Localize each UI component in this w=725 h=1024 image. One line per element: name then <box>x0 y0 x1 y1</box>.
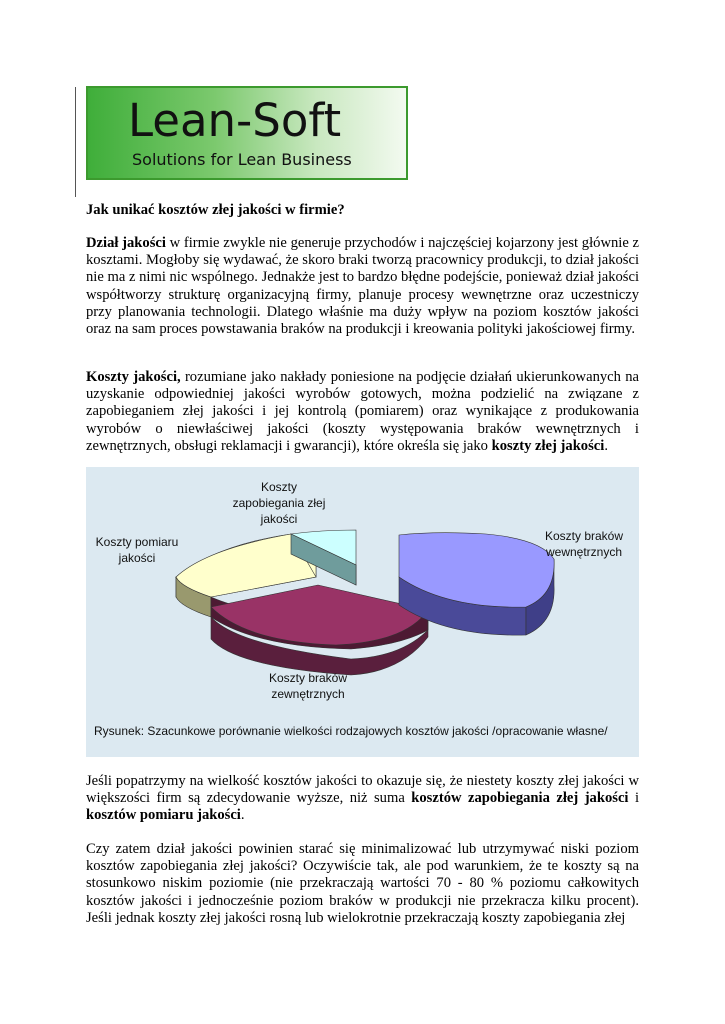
paragraph-quality-costs <box>86 369 639 455</box>
figure-caption: Rysunek: Szacunkowe porównanie wielkości rodzajowych kosztów jakości /opracowanie własne/ <box>94 724 608 738</box>
paragraph-text: Jeśli popatrzymy na wielkość kosztów jakości to okazuje się, że niestety koszty złej jakości w większości firm są zdecydowanie wyższe, niż suma <box>86 773 639 807</box>
paragraph-tail: . <box>240 807 245 824</box>
paragraph-tail: . <box>604 437 608 454</box>
logo-title: Lean-Soft <box>128 94 342 147</box>
label-measurement-2: jakości <box>118 551 156 565</box>
label-internal-2: wewnętrznych <box>545 545 623 559</box>
pie-chart-figure <box>86 467 639 757</box>
paragraph-lead: Koszty jakości, <box>86 369 181 385</box>
logo-subtitle: Solutions for Lean Business <box>132 150 352 169</box>
pie-chart <box>86 467 639 757</box>
paragraph-text: w firmie zwykle nie generuje przychodów i najczęściej kojarzony jest głównie z kosztami. Mogłoby się wydawać, że skoro braki tworzą pracownicy produkcji, to dział jakości nie ma z nimi nic wspólnego. Jednakże jest to bardzo błędne podejście, ponieważ dział jakości współtworzy strukturę organizacyjną firmy, planuje procesy wewnętrzne oraz uczestniczy przy planowania technologii. Dlatego właśnie ma duży wpływ na poziom kosztów jakości oraz na sam proces powstawania braków na produkcji i kreowania polityki jakościowej firmy. <box>86 235 639 338</box>
margin-line <box>75 87 76 197</box>
label-internal-1: Koszty braków <box>544 529 624 543</box>
label-prevention-1: Koszty <box>260 480 298 494</box>
lean-soft-logo <box>86 86 408 180</box>
paragraph-lead: Dział jakości <box>86 235 166 251</box>
paragraph-comparison <box>86 773 639 825</box>
paragraph-bold-term-2: kosztów pomiaru jakości <box>86 807 241 824</box>
paragraph-text-mid: i <box>628 790 640 807</box>
article-heading: Jak unikać kosztów złej jakości w firmie? <box>86 202 345 218</box>
label-external-1: Koszty braków <box>268 671 348 685</box>
paragraph-text: rozumiane jako nakłady poniesione na podjęcie działań ukierunkowanych na uzyskanie odpowiedniej jakości wyrobów gotowych, można podzielić na związane z zapobieganiem złej jakości i jej kontrolą (pomiarem) oraz wynikające z produkowania wyrobów o niewłaściwej jakości (koszty występowania braków wewnętrznych i zewnętrznych, obsługi reklamacji i gwarancji), które określa się jako <box>86 369 639 454</box>
paragraph-bold-term: kosztów zapobiegania złej jakości <box>411 790 629 807</box>
label-prevention-2: zapobiegania złej <box>232 496 326 510</box>
paragraph-bold-term: koszty złej jakości <box>491 437 605 454</box>
label-prevention-3: jakości <box>260 512 298 526</box>
paragraph-quality-department <box>86 235 639 338</box>
label-external-2: zewnętrznych <box>271 687 345 701</box>
paragraph-text: Czy zatem dział jakości powinien starać się minimalizować lub utrzymywać niski poziom kosztów zapobiegania złej jakości? Oczywiście tak, ale pod warunkiem, że te koszty są na stosunkowo niskim poziomie (nie przekraczają wartości 70 - 80 % poziomu całkowitych kosztów jakości i jednocześnie poziom braków w produkcji nie przekracza kilku procent). Jeśli jednak koszty złej jakości rosną lub wielokrotnie przekraczają koszty zapobiegania złej <box>86 841 639 926</box>
paragraph-question <box>86 841 639 927</box>
label-measurement-1: Koszty pomiaru <box>95 535 179 549</box>
